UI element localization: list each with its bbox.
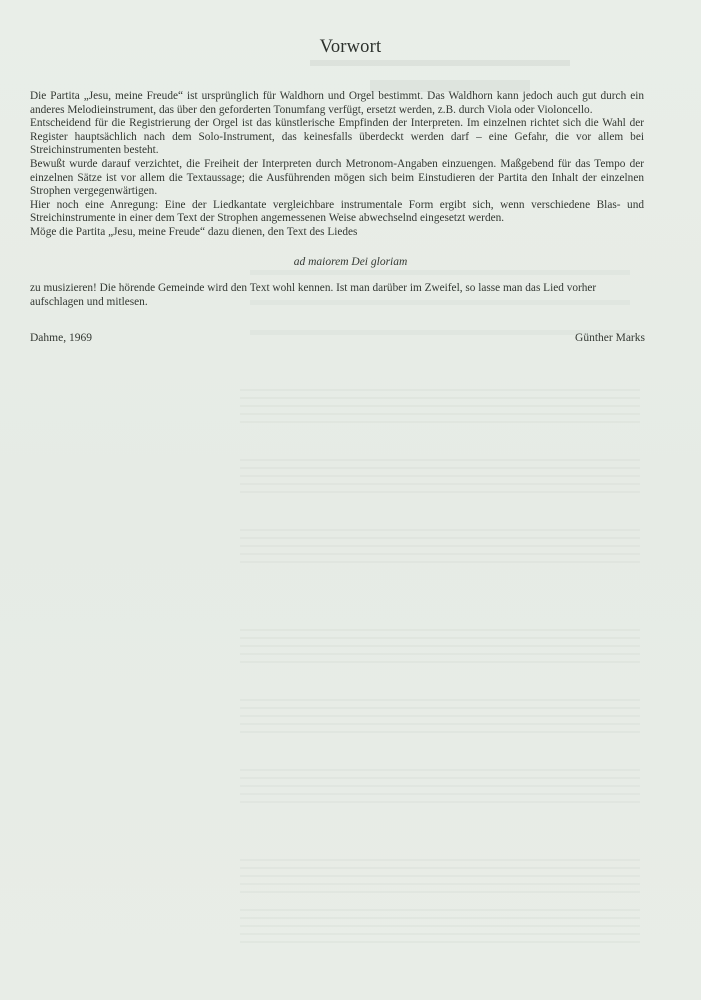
page-title: Vorwort	[319, 37, 382, 57]
paragraph-1: Die Partita „Jesu, meine Freude“ ist ursprünglich für Waldhorn und Orgel bestimmt. Das Waldhorn kann jedoch auch gut durch ein anderes Melodieinstrument, das über den geforderten Tonumfang verfügt, ersetzt werden, z.B. durch Viola oder Violoncello.	[30, 90, 644, 116]
paragraph-2: Entscheidend für die Registrierung der Orgel ist das künstlerische Empfinden der Interpreten. Im einzelnen richtet sich die Wahl der Register hauptsächlich nach dem Solo-Instrument, das keinesfalls überdeckt werden darf – eine Gefahr, die vor allem bei Streichinstrumenten besteht.	[30, 117, 644, 157]
paragraph-3: Bewußt wurde darauf verzichtet, die Freiheit der Interpreten durch Metronom-Angaben einzuengen. Maßgebend für das Tempo der einzelnen Sätze ist vor allem die Textaussage; die Ausführenden mögen sich beim Einstudieren der Partita den Inhalt der einzelnen Strophen vergegenwärtigen.	[30, 157, 644, 198]
place-date: Dahme, 1969	[30, 332, 92, 344]
preface-body	[30, 90, 644, 240]
paragraph-5: Möge die Partita „Jesu, meine Freude“ dazu dienen, den Text des Liedes	[30, 225, 358, 238]
author-signature: Günther Marks	[575, 332, 645, 344]
closing-paragraph: zu musizieren! Die hörende Gemeinde wird den Text wohl kennen. Ist man darüber im Zweifel, so lasse man das Lied vorher aufschlagen und mitlesen.	[30, 282, 597, 308]
motto: ad maiorem Dei gloriam	[293, 256, 408, 268]
paragraph-4: Hier noch eine Anregung: Eine der Liedkantate vergleichbare instrumentale Form ergibt sich, wenn verschiedene Blas- und Streichinstrumente in einer dem Text der Strophen angemessenen Weise abwechselnd eingesetzt werden.	[30, 198, 644, 225]
